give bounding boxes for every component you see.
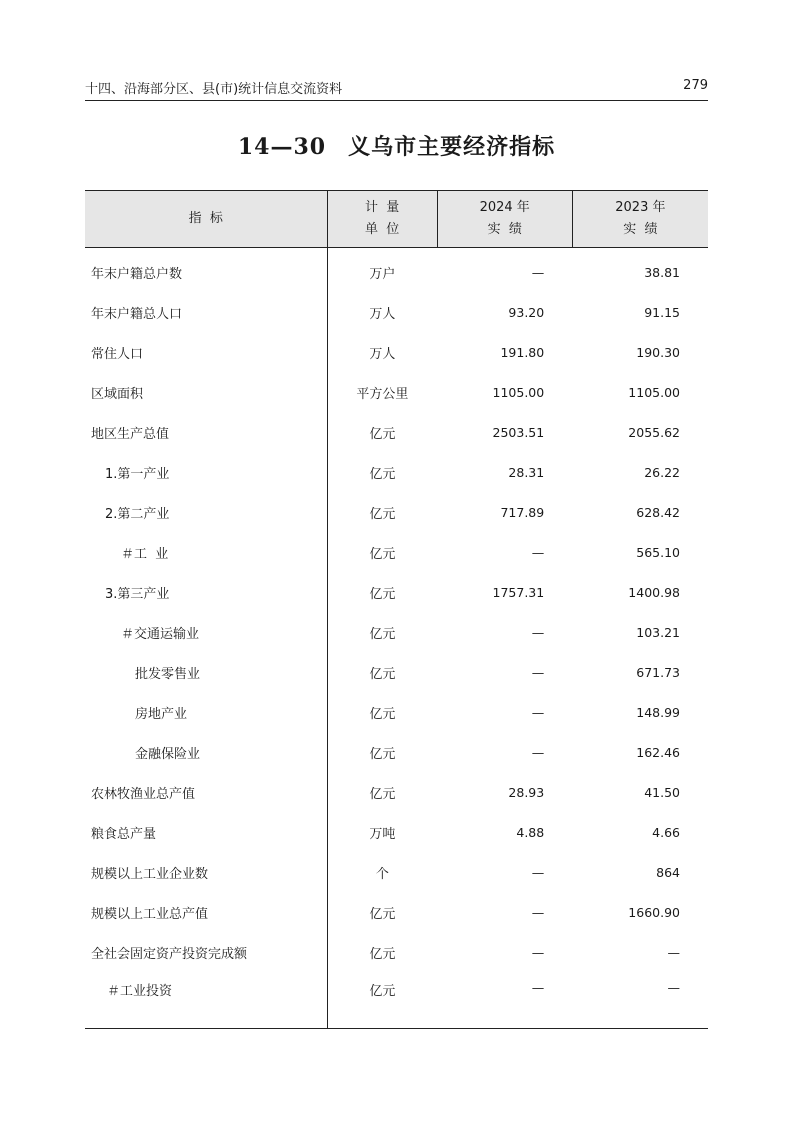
unit-cell: 亿元 — [327, 572, 437, 612]
header-indicator-label: 指 标 — [188, 211, 223, 226]
header-indicator — [85, 191, 327, 248]
table-row — [85, 492, 708, 532]
indicator-name: ＃工 业 — [121, 546, 169, 562]
value-2024-cell: — — [531, 864, 545, 880]
indicator-name: 3.第三产业 — [105, 586, 170, 602]
header-unit-line1: 计 量 — [364, 200, 400, 215]
value-2024-cell: — — [437, 972, 572, 1029]
value-2024-cell: 1757.31 — [492, 584, 545, 600]
unit-cell: 亿元 — [327, 732, 437, 772]
header-2024-line2: 实 绩 — [487, 222, 522, 237]
section-title: 十四、沿海部分区、县(市)统计信息交流资料 — [85, 82, 343, 97]
value-2023-cell: 162.46 — [636, 744, 680, 760]
unit-cell: 亿元 — [327, 892, 437, 932]
value-2023-cell: 565.10 — [636, 544, 680, 560]
unit-cell: 万吨 — [327, 812, 437, 852]
indicator-name: 规模以上工业企业数 — [91, 866, 209, 882]
indicator-name: 农林牧渔业总产值 — [91, 786, 196, 802]
value-2024-cell: 2503.51 — [492, 424, 545, 440]
header-divider — [85, 100, 708, 101]
value-2024-cell: — — [531, 704, 545, 720]
unit-cell: 亿元 — [327, 452, 437, 492]
table-row — [85, 732, 708, 772]
unit-cell: 亿元 — [327, 532, 437, 572]
value-2023-cell: 148.99 — [636, 704, 680, 720]
indicator-name: 粮食总产量 — [91, 826, 157, 842]
table-row — [85, 248, 708, 293]
table-row — [85, 812, 708, 852]
value-2023-cell: 103.21 — [636, 624, 680, 640]
table-row — [85, 532, 708, 572]
value-2023-cell: 26.22 — [644, 464, 680, 480]
value-2024-cell: — — [531, 664, 545, 680]
value-2024-cell: — — [531, 904, 545, 920]
value-2024-cell: 28.93 — [508, 784, 545, 800]
table-row — [85, 892, 708, 932]
indicator-name: 年末户籍总人口 — [91, 306, 183, 322]
indicator-name: 批发零售业 — [135, 666, 201, 682]
value-2024-cell: 191.80 — [500, 344, 545, 360]
unit-cell: 亿元 — [327, 652, 437, 692]
value-2023-cell: 190.30 — [636, 344, 680, 360]
unit-cell: 万人 — [327, 292, 437, 332]
indicator-name: 全社会固定资产投资完成额 — [91, 946, 248, 962]
header-2023 — [572, 191, 708, 248]
page-title — [0, 130, 793, 161]
table-row — [85, 412, 708, 452]
table-row — [85, 332, 708, 372]
table-row — [85, 852, 708, 892]
value-2024-cell: — — [531, 744, 545, 760]
indicator-name: 常住人口 — [91, 346, 144, 362]
value-2024-cell: — — [531, 544, 545, 560]
value-2023-cell: 628.42 — [636, 504, 680, 520]
table-row — [85, 292, 708, 332]
table-row — [85, 612, 708, 652]
value-2024-cell: — — [531, 944, 545, 960]
unit-cell: 亿元 — [327, 772, 437, 812]
header-2024 — [437, 191, 572, 248]
value-2024-cell: 717.89 — [500, 504, 545, 520]
value-2023-cell: — — [667, 944, 680, 960]
header-unit — [327, 191, 437, 248]
unit-cell: 平方公里 — [327, 372, 437, 412]
unit-cell: 个 — [327, 852, 437, 892]
table-row — [85, 932, 708, 972]
value-2023-cell: 1400.98 — [628, 584, 680, 600]
value-2024-cell: 93.20 — [508, 304, 545, 320]
page-number: 279 — [683, 78, 708, 93]
running-header — [85, 76, 708, 100]
indicator-name: ＃工业投资 — [85, 972, 327, 1029]
indicator-name: 1.第一产业 — [105, 466, 170, 482]
unit-cell: 万人 — [327, 332, 437, 372]
table-body — [85, 248, 708, 1029]
header-2023-line2: 实 绩 — [623, 222, 658, 237]
value-2023-cell: — — [572, 972, 708, 1029]
table-row — [85, 692, 708, 732]
table-header-row — [85, 191, 708, 248]
value-2023-cell: 671.73 — [636, 664, 680, 680]
header-2023-line1: 2023 年 — [615, 200, 666, 215]
table-row — [85, 972, 708, 1029]
unit-cell: 万户 — [327, 248, 437, 293]
header-unit-line2: 单 位 — [364, 222, 400, 237]
value-2024-cell: 1105.00 — [492, 384, 545, 400]
value-2023-cell: 1660.90 — [628, 904, 680, 920]
unit-cell: 亿元 — [327, 612, 437, 652]
indicators-table — [85, 190, 708, 1029]
value-2023-cell: 1105.00 — [628, 384, 680, 400]
indicator-name: 区域面积 — [91, 386, 144, 402]
value-2023-cell: 4.66 — [652, 824, 680, 840]
value-2024-cell: 4.88 — [516, 824, 545, 840]
indicator-name: 地区生产总值 — [91, 426, 170, 442]
value-2023-cell: 91.15 — [644, 304, 680, 320]
unit-cell: 亿元 — [327, 972, 437, 1029]
table-title: 义乌市主要经济指标 — [348, 134, 556, 160]
value-2024-cell: — — [531, 264, 545, 280]
header-2024-line1: 2024 年 — [479, 200, 530, 215]
table-row — [85, 652, 708, 692]
indicator-name: 金融保险业 — [135, 746, 201, 762]
unit-cell: 亿元 — [327, 932, 437, 972]
table-row — [85, 372, 708, 412]
indicator-name: 规模以上工业总产值 — [91, 906, 209, 922]
table-number: 14—30 — [237, 134, 327, 160]
value-2023-cell: 38.81 — [644, 264, 680, 280]
table-row — [85, 452, 708, 492]
indicator-name: 年末户籍总户数 — [91, 266, 183, 282]
unit-cell: 亿元 — [327, 692, 437, 732]
table-row — [85, 772, 708, 812]
value-2023-cell: 864 — [656, 864, 680, 880]
unit-cell: 亿元 — [327, 492, 437, 532]
value-2024-cell: 28.31 — [508, 464, 545, 480]
unit-cell: 亿元 — [327, 412, 437, 452]
table-row — [85, 572, 708, 612]
indicator-name: 2.第二产业 — [105, 506, 170, 522]
indicator-name: ＃交通运输业 — [121, 626, 200, 642]
indicator-name: 房地产业 — [135, 706, 188, 722]
value-2023-cell: 2055.62 — [628, 424, 680, 440]
value-2023-cell: 41.50 — [644, 784, 680, 800]
value-2024-cell: — — [531, 624, 545, 640]
